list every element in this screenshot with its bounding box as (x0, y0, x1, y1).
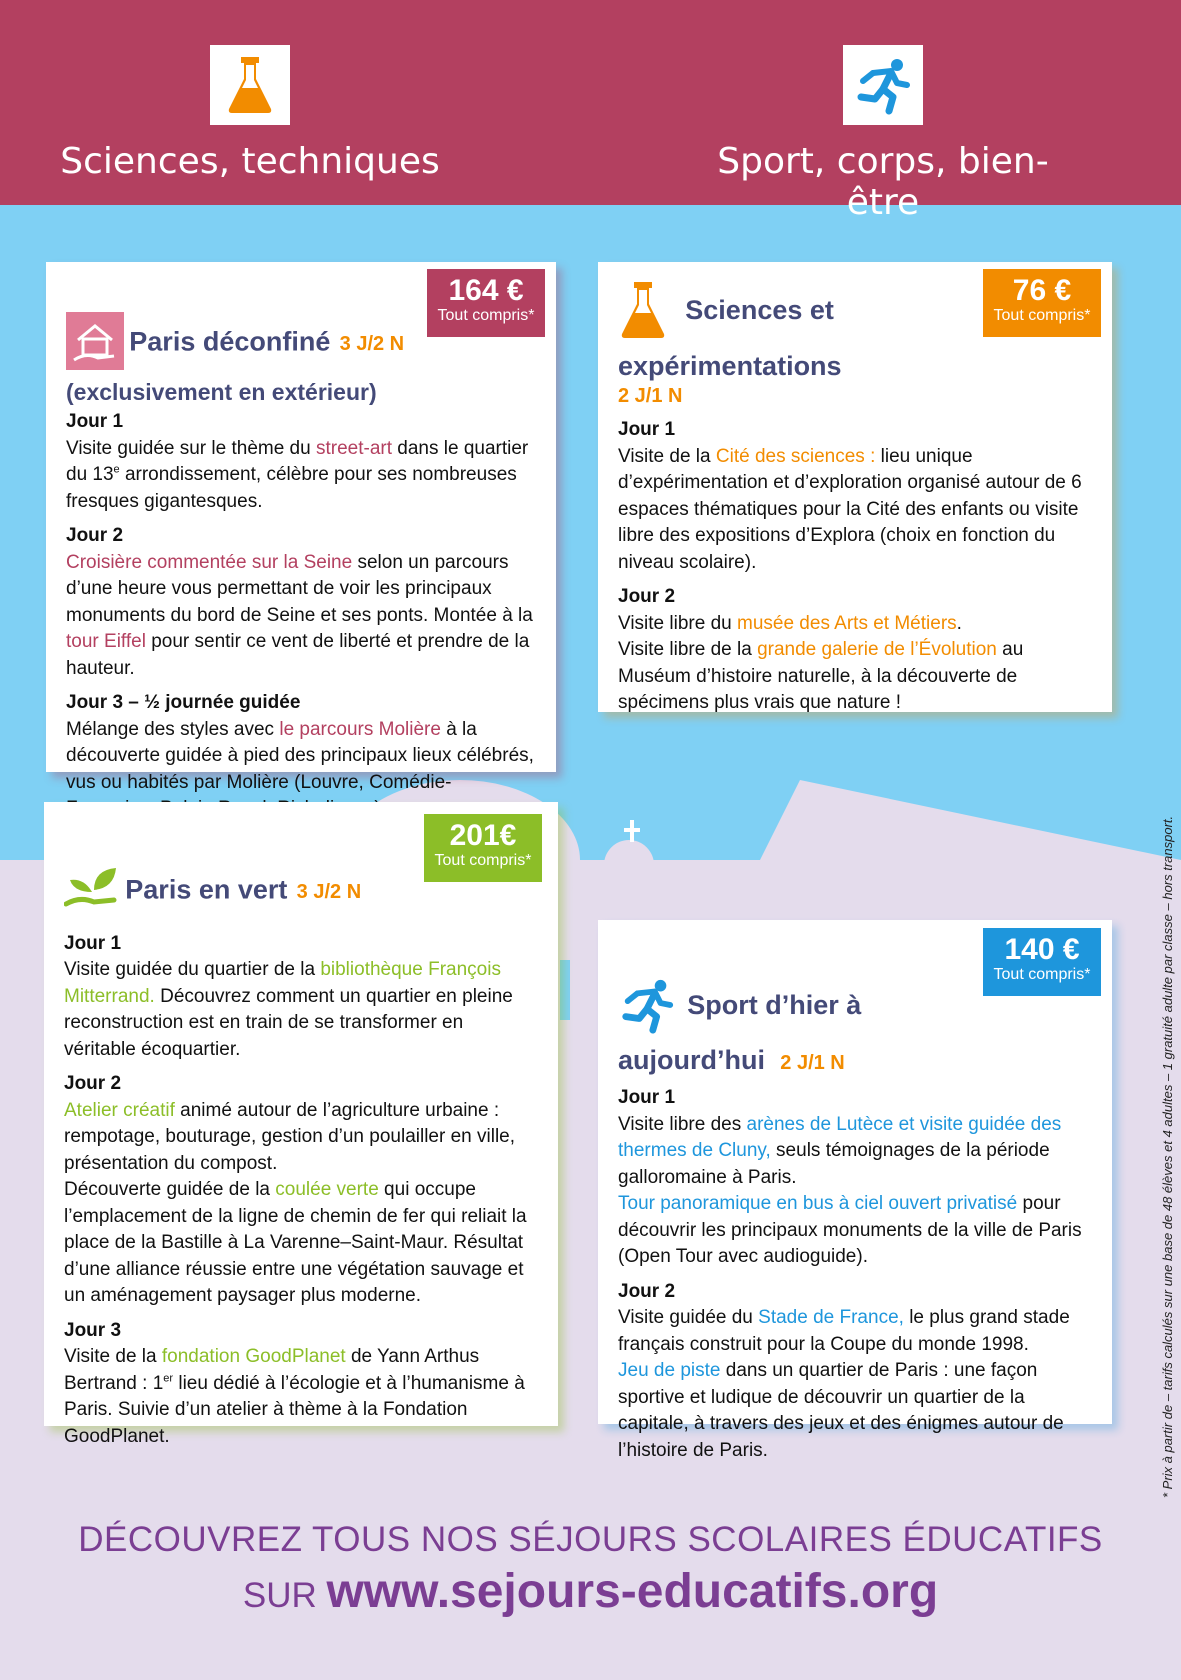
day-text: Tour panoramique en bus à ciel ouvert privatisé pour découvrir les principaux monuments de la ville de Paris (Open Tour avec audioguide). (618, 1193, 1082, 1267)
day-label: Jour 1 (618, 419, 676, 440)
price-note: Tout compris* (434, 852, 532, 869)
card-title: Paris en vert (125, 874, 288, 905)
day-label: Jour 1 (66, 411, 124, 432)
price-note: Tout compris* (993, 966, 1091, 983)
day-text: Visite guidée du Stade de France, le plus grand stade français construit pour la Coupe du monde 1998. (618, 1307, 1070, 1355)
card-title-line2: expérimentations (618, 350, 842, 381)
highlight-link: street-art (315, 437, 392, 459)
day-text: Visite de la fondation GoodPlanet de Yann Arthus Bertrand : 1er lieu dédié à l’écologie et à l’humanisme à Paris. Suivie d’un atelier à thème à la Fondation GoodPlanet. (64, 1346, 525, 1447)
card-sciences[interactable] (598, 262, 1112, 712)
runner-icon (618, 976, 676, 1043)
flask-icon (225, 55, 275, 115)
day-text: Visite libre de la grande galerie de l’Évolution au Muséum d’histoire naturelle, à la découverte de spécimens plus vrais que nature ! (618, 639, 1024, 713)
day-label: Jour 1 (64, 932, 122, 954)
footer-cta (0, 1520, 1181, 1619)
highlight-link: tour Eiffel (66, 631, 146, 652)
day-label: Jour 2 (618, 1280, 676, 1302)
highlight-link: le parcours Molière (279, 718, 441, 740)
day-text: Visite de la Cité des sciences : lieu unique d’expérimentation et d’exploration organisé autour de 6 espaces thématiques pour la Cité des enfants ou visite libre des expositions d’Explora (choix en fonction du niveau scolaire). (618, 445, 1082, 573)
card-duration: 3 J/2 N (296, 881, 362, 904)
day-text: Mélange des styles avec le parcours Molière à la découverte guidée à pied des principaux lieux célébrés, vus ou habités par Molière (Louvre, Comédie- (66, 718, 534, 793)
card-duration: 2 J/1 N (780, 1051, 845, 1074)
card-title: Paris déconfiné (129, 326, 331, 357)
day-text: Visite libre du musée des Arts et Métiers. (618, 612, 962, 634)
category-sciences-label: Sciences, techniques (60, 141, 440, 182)
day-text: Découverte guidée de la coulée verte qui occupe l’emplacement de la ligne de chemin de fer qui reliait la place de la Bastille à La Varenne–Saint-Maur. Résultat d’une alliance réussie entre une végétation sauvage et un aménagement paysager plus moderne. (64, 1179, 527, 1306)
highlight-link: Croisière commentée sur la Seine (66, 551, 353, 573)
footer-line2 (0, 1564, 1181, 1619)
website-link[interactable]: www.sejours-educatifs.org (326, 1565, 939, 1618)
price-note: Tout compris* (437, 307, 535, 324)
highlight-link: Jeu de piste (618, 1360, 721, 1381)
day-text: Jeu de piste dans un quartier de Paris : une façon sportive et ludique de découvrir un quartier de la capitale, à travers des jeux et des énigmes autour de l’histoire de Paris. (618, 1360, 1064, 1461)
day-label: Jour 2 (618, 586, 676, 607)
highlight-link: coulée verte (275, 1179, 379, 1200)
day-text: Atelier créatif animé autour de l’agriculture urbaine : rempotage, bouturage, gestion d’un poulailler en ville, présentation du compost. (64, 1099, 516, 1174)
price-badge (983, 269, 1101, 337)
highlight-link: fondation GoodPlanet (161, 1346, 346, 1367)
runner-icon (853, 55, 913, 115)
price-badge (983, 928, 1101, 996)
highlight-link: Cité des sciences : (715, 445, 876, 467)
price-amount: 76 € (1012, 274, 1072, 307)
category-header (0, 0, 1181, 223)
price-amount: 140 € (1004, 933, 1080, 966)
card-subtitle: (exclusivement en extérieur) (66, 378, 377, 405)
price-note: Tout compris* (993, 307, 1091, 324)
card-paris-vert[interactable] (44, 802, 558, 1447)
day-label: Jour 2 (64, 1073, 122, 1094)
price-amount: 201€ (449, 819, 517, 852)
footer-prefix: SUR (242, 1576, 327, 1615)
highlight-link: arènes de Lutèce et visite guidée des thermes de Cluny, (618, 1113, 1062, 1161)
category-sciences[interactable] (50, 45, 450, 182)
footer-line1: DÉCOUVREZ TOUS NOS SÉJOURS SCOLAIRES ÉDUCATIFS (78, 1520, 1103, 1559)
price-badge (427, 269, 545, 337)
flask-icon (618, 280, 668, 349)
highlight-link: Tour panoramique en bus à ciel ouvert privatisé (618, 1193, 1018, 1214)
day-text: Croisière commentée sur la Seine selon un parcours d’une heure vous permettant de voir les principaux monuments du bord de Seine et ses ponts. Montée à la tour Eiffel pour sentir ce vent de liberté et prendre de la hauteur. (66, 551, 533, 679)
pricing-footnote-text: * Prix à partir de – tarifs calculés sur une base de 48 élèves et 4 adultes – 1 gratuité adulte par classe – hors transport. (1160, 815, 1175, 1498)
pricing-footnote (1138, 760, 1175, 1500)
card-title-line1: Sport d’hier à (687, 990, 862, 1021)
sprout-hand-icon (64, 864, 120, 923)
category-sport-label: Sport, corps, bien-être (717, 141, 1049, 223)
day-text: Visite guidée du quartier de la bibliothèque François Mitterrand. Découvrez comment un quartier en pleine reconstruction est en train de se transformer en véritable écoquartier. (64, 959, 513, 1060)
day-label: Jour 3 – ½ journée guidée (66, 692, 301, 713)
price-amount: 164 € (448, 274, 524, 307)
day-text: Visite libre des arènes de Lutèce et visite guidée des thermes de Cluny, seuls témoignages de la période galloromaine à Paris. (618, 1113, 1062, 1188)
card-title-line1: Sciences et (685, 295, 834, 326)
category-sport-icon-box (843, 45, 923, 125)
day-text: Visite guidée sur le thème du street-art dans le quartier du 13e arrondissement, célèbre pour ses nombreuses fresques gigantesques. (66, 437, 529, 512)
card-title-line2: aujourd’hui (618, 1044, 765, 1075)
highlight-link: grande galerie de l’Évolution (757, 639, 997, 660)
house-hand-icon (66, 312, 124, 379)
highlight-link: bibliothèque François Mitterrand. (64, 959, 501, 1007)
day-label: Jour 2 (66, 525, 124, 546)
category-sciences-icon-box (210, 45, 290, 125)
card-duration: 3 J/2 N (339, 333, 405, 356)
day-label: Jour 1 (618, 1087, 676, 1108)
category-sport[interactable] (683, 45, 1083, 223)
card-sport[interactable] (598, 920, 1112, 1461)
day-label: Jour 3 (64, 1319, 122, 1341)
highlight-link: Stade de France, (758, 1307, 904, 1328)
highlight-link: musée des Arts et Métiers (737, 612, 957, 634)
highlight-link: Atelier créatif (64, 1099, 175, 1121)
card-title-line2-row (618, 1043, 1092, 1078)
card-duration: 2 J/1 N (618, 384, 683, 407)
card-paris-deconfine[interactable] (46, 262, 556, 793)
price-badge (424, 814, 542, 882)
